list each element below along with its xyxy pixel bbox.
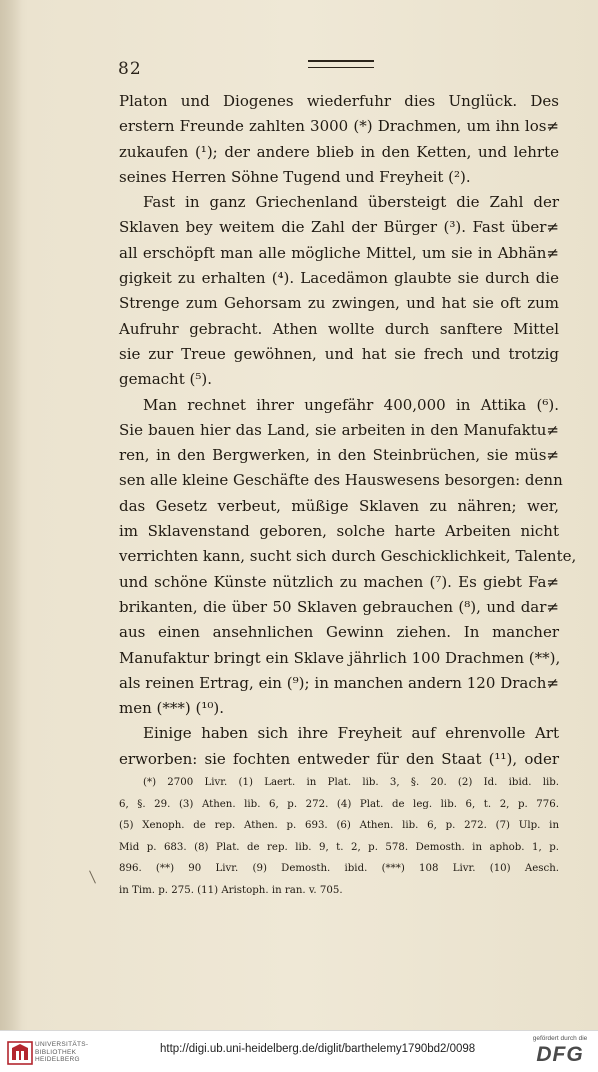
text-line: Sie bauen hier das Land, sie arbeiten in den Manufaktu≠ xyxy=(119,420,559,439)
footnote-line: Mid p. 683. (8) Plat. de rep. lib. 9, t. 2, p. 578. Demosth. in aphob. 1, p. xyxy=(119,841,559,853)
footnotes xyxy=(119,772,559,901)
permalink-url[interactable]: http://digi.ub.uni-heidelberg.de/diglit/barthelemy1790bd2/0098 xyxy=(160,1043,476,1055)
university-library-logo-icon xyxy=(7,1038,33,1066)
text-line: Strenge zum Gehorsam zu zwingen, und hat sie oft zum xyxy=(119,294,559,313)
text-line: aus einen ansehnlichen Gewinn ziehen. In mancher xyxy=(119,623,559,642)
dfg-logo-icon: DFG xyxy=(536,1043,584,1066)
text-line: Man rechnet ihrer ungefähr 400,000 in Attika (⁶). xyxy=(143,395,559,414)
dfg-logo[interactable] xyxy=(527,1035,593,1069)
text-line: brikanten, die über 50 Sklaven gebrauchen (⁸), und dar≠ xyxy=(119,597,559,616)
library-name-line: BIBLIOTHEK xyxy=(35,1048,77,1056)
text-line: ren, in den Bergwerken, in den Steinbrüchen, sie müs≠ xyxy=(119,446,559,465)
text-line: Fast in ganz Griechenland übersteigt die Zahl der xyxy=(143,193,559,212)
paragraph xyxy=(119,393,577,722)
text-line: zukaufen (¹); der andere blieb in den Ketten, und lehrte xyxy=(119,142,559,161)
library-name-line: UNIVERSITÄTS- xyxy=(35,1041,89,1048)
text-line: als reinen Ertrag, ein (⁹); in manchen andern 120 Drach≠ xyxy=(119,673,559,692)
library-name-line: HEIDELBERG xyxy=(35,1056,80,1063)
header-rule xyxy=(308,60,374,68)
text-line: im Sklavenstand geboren, solche harte Arbeiten nicht xyxy=(119,522,559,541)
paragraph xyxy=(119,190,559,392)
paragraph xyxy=(119,89,559,190)
text-line: Sklaven bey weitem die Zahl der Bürger (³). Fast über≠ xyxy=(119,218,559,237)
text-line: men (***) (¹⁰). xyxy=(119,699,224,718)
viewer-footer xyxy=(0,1030,598,1072)
book-binding-shadow xyxy=(0,0,22,1030)
footnote-line: 896. (**) 90 Livr. (9) Demosth. ibid. (***) 108 Livr. (10) Aesch. xyxy=(119,863,559,874)
text-line: sie zur Treue gewöhnen, und hat sie frech und trotzig xyxy=(119,344,559,363)
text-line: gigkeit zu erhalten (⁴). Lacedämon glaubte sie durch die xyxy=(119,269,559,288)
library-name xyxy=(35,1041,88,1064)
text-line: Aufruhr gebracht. Athen wollte durch sanftere Mittel xyxy=(119,319,559,338)
page-number: 82 xyxy=(118,59,142,79)
text-line: Manufaktur bringt ein Sklave jährlich 100 Drachmen (**), xyxy=(119,648,561,667)
footnote-line: 6, §. 29. (3) Athen. lib. 6, p. 272. (4) Plat. de leg. lib. 6, t. 2, p. 776. xyxy=(119,798,559,810)
text-line: das Gesetz verbeut, müßige Sklaven zu nähren; wer, xyxy=(119,496,559,515)
university-library-logo[interactable] xyxy=(7,1038,117,1066)
text-line: erstern Freunde zahlten 3000 (*) Drachmen, um ihn los≠ xyxy=(119,117,559,136)
text-line: erworben: sie fochten entweder für den Staat (¹¹), oder xyxy=(119,749,559,768)
text-line: verrichten kann, sucht sich durch Geschicklichkeit, Talente, xyxy=(119,547,577,566)
text-line: Einige haben sich ihre Freyheit auf ehrenvolle Art xyxy=(143,724,559,743)
text-line: sen alle kleine Geschäfte des Hauswesens besorgen: denn xyxy=(119,471,563,490)
footnote-line: (5) Xenoph. de rep. Athen. p. 693. (6) Athen. lib. 6, p. 272. (7) Ulp. in xyxy=(119,820,559,831)
text-line: all erschöpft man alle mögliche Mittel, um sie in Abhän≠ xyxy=(119,243,559,262)
footnote-line: in Tim. p. 275. (11) Aristoph. in ran. v. 705. xyxy=(119,884,343,896)
footnote-line: (*) 2700 Livr. (1) Laert. in Plat. lib. 3, §. 20. (2) Id. ibid. lib. xyxy=(143,777,559,788)
margin-pencil-mark xyxy=(89,870,96,883)
body-text xyxy=(119,89,577,772)
text-line: seines Herren Söhne Tugend und Freyheit (²). xyxy=(119,167,471,186)
paragraph xyxy=(119,721,559,772)
text-line: Platon und Diogenes wiederfuhr dies Unglück. Des xyxy=(119,92,559,110)
text-line: gemacht (⁵). xyxy=(119,370,212,389)
text-line: und schöne Künste nützlich zu machen (⁷). Es giebt Fa≠ xyxy=(119,572,559,591)
funding-text: gefördert durch die xyxy=(532,1035,588,1042)
